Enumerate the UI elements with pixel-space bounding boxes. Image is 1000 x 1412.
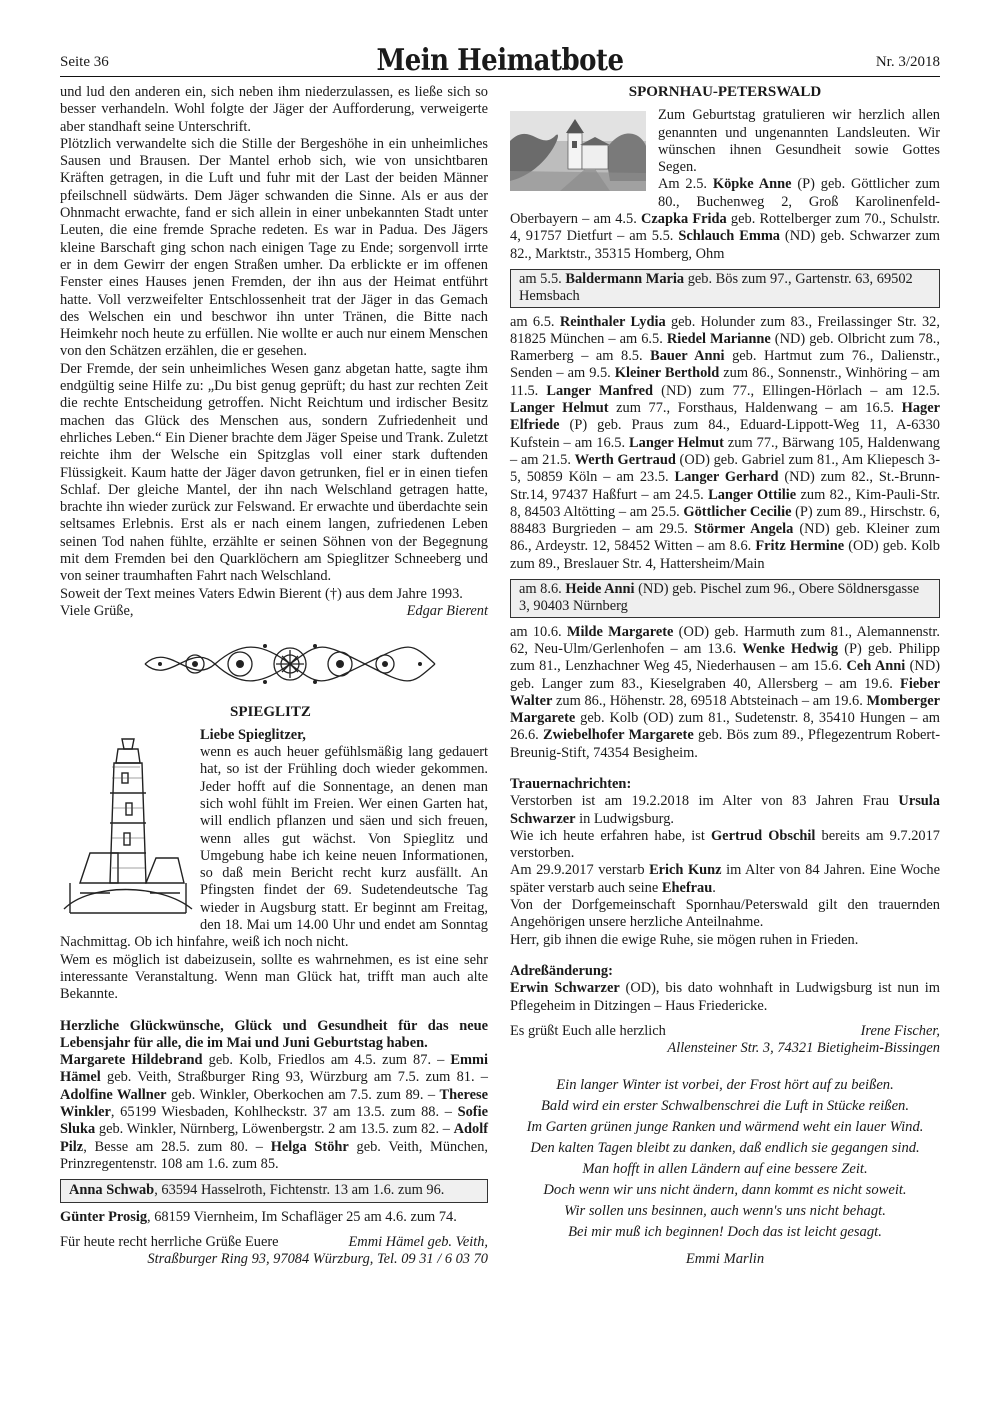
birthday-detail: geb. Bös zum 97., Gartenstr. 63, 69502 Hemsbach — [519, 270, 913, 305]
birthday-detail: , 65199 Wiesbaden, Kohlheckstr. 37 am 13.5. zum 88. – — [110, 1104, 458, 1121]
birthday-list — [510, 624, 940, 762]
person-name: Baldermann Maria — [565, 270, 685, 287]
spieglitz-body: Wem es möglich ist dabeizusein, sollte es wahrnehmen, es ist eine sehr interessante Veranstaltung. Wenn man Glück hat, trifft man auch alte Bekannte. — [60, 951, 488, 1003]
person-name: Erwin Schwarzer — [510, 980, 620, 997]
birthday-detail: (ND) zum 77., Ellingen-Hörlach – am 12.5. — [653, 382, 940, 399]
village-church-photo — [510, 111, 646, 191]
birthday-detail: (ND) zum 82., St.-Brunn-Str.14, 97437 Haßfurt – am 24.5. — [510, 469, 940, 503]
birthday-detail: geb. Holunder zum 83., Freilassinger Str. 32, 81825 München – am 6.5. — [510, 313, 940, 347]
person-name: Wenke Hedwig — [742, 640, 839, 657]
poem-line: Im Garten grünen junge Ranken und wärmend weht ein lauer Wind. — [526, 1119, 924, 1136]
greeting-text: Viele Grüße, — [60, 602, 134, 619]
person-name: Schlauch Emma — [678, 228, 780, 245]
birthday-detail: (P) zum 89., Hirschstr. 6, 88483 Burgrieden – am 29.5. — [510, 503, 941, 538]
person-name: Ursula Schwarzer — [510, 793, 940, 827]
person-name: Sofie Sluka — [60, 1104, 488, 1138]
birthday-detail: am 8.6. — [519, 581, 566, 598]
birthday-detail: (ND) geb. Pischel zum 96., Obere Söldnersgasse 3, 90403 Nürnberg — [519, 581, 920, 615]
right-column — [510, 84, 940, 1270]
birthday-detail: , Besse am 28.5. zum 80. – — [83, 1138, 271, 1155]
mourning-entry — [510, 828, 940, 863]
birthday-detail: geb. Veith, Straßburger Ring 93, Würzburg am 7.5. zum 81. – — [100, 1069, 488, 1086]
birthday-detail: Am 2.5. — [658, 176, 713, 193]
birthday-detail: geb. Winkler, Oberkochen am 7.5. zum 89. – — [166, 1086, 440, 1103]
signer-address: Allensteiner Str. 3, 74321 Bietigheim-Bissingen — [667, 1040, 940, 1057]
birthday-detail: (ND) geb. Olbricht zum 78., Ramerberg – am 8.5. — [510, 330, 940, 365]
mourning-detail: im Alter von 84 Jahren. Eine Woche später verstarb auch seine — [510, 862, 940, 896]
person-name: Heide Anni — [565, 581, 635, 598]
story-paragraph: und lud den anderen ein, sich neben ihm niederzulassen, es ließe sich so besser verhandeln. Wohl folgte der Jäger der Aufforderung, verweigerte aber standhaft seine Unterschrift. — [60, 84, 488, 135]
poem-line: Wir sollen uns besinnen, auch wenn's uns nicht behagt. — [564, 1203, 886, 1220]
mourning-detail: Wie ich heute erfahren habe, ist — [510, 827, 711, 844]
birthday-detail: , 63594 Hasselroth, Fichtenstr. 13 am 1.6. zum 96. — [154, 1182, 445, 1199]
mourning-detail: bereits am 9.7.2017 verstorben. — [510, 827, 941, 862]
birthday-detail: geb. Bös zum 89., Pflegezentrum Robert-Breunig-Stift, 74354 Besigheim. — [510, 727, 940, 761]
section-heading-spornhau: SPORNHAU-PETERSWALD — [628, 84, 822, 100]
poem-line: Doch wenn wir uns nicht ändern, dann kommt es nicht soweit. — [543, 1182, 907, 1199]
person-name: Langer Helmut — [510, 400, 609, 417]
person-name: Adolfine Wallner — [60, 1086, 167, 1103]
lookout-tower-icon — [60, 733, 196, 923]
story-paragraph: Der Fremde, der sein unheimliches Wesen ganz abgetan hatte, sagte ihm endgültig seine Hilfe zu: „Du bist genug geprüft; du hast zur rechten Zeit die rechte Entscheidung getroffen. Nicht Reichtum und irdischer Besitz machen das Glück des Menschen aus, sondern Zufriedenheit und ehrliches Leben.“ Ein Diener brachte dem Jäger Speise und Trank. Zuletzt reichte ihm der Welsche ein Spitzglas voll einer stark duftenden Flüssigkeit. Kaum hatte der Jäger davon getrunken, fiel er in einen tiefen Schlaf. Der gleiche Mantel, der ihn nach Welschland getragen hatte, brachte ihn wieder zurück zur Felswand. Er erwachte und überdachte sein seltsames Erlebnis. Erst als er nach einem langen, zufriedenen Leben seinen Tod nahen fühlte, erzählte er seinen Söhnen von der Begegnung mit dem Fremden bei den Quarklöchern am Spieglitzer Schneeberg und von seiner traumhaften Fahrt nach Welschland. — [60, 360, 488, 585]
congrats-heading: Herzliche Glückwünsche, Glück und Gesundheit für das neue Lebensjahr für alle, die im Mai und Juni Geburtstag haben. — [60, 1017, 488, 1051]
person-name: Langer Manfred — [546, 382, 654, 399]
poem-line: Den kalten Tagen bleibt zu danken, daß endlich sie gegangen sind. — [530, 1140, 920, 1157]
address-detail: (OD), bis dato wohnhaft in Ludwigsburg ist nun im Pflegeheim in Ditzingen – Haus Friedericke. — [510, 980, 940, 1014]
person-name: Langer Helmut — [629, 434, 724, 451]
person-name: Erich Kunz — [649, 862, 722, 879]
mourning-heading: Trauernachrichten: — [510, 775, 632, 792]
person-name: Zwiebelhofer Margarete — [543, 727, 694, 744]
person-name: Riedel Marianne — [666, 330, 771, 347]
birthday-detail: zum 77., Bärwang 105, Haldenwang – am 21.5. — [510, 434, 940, 468]
signer-name: Emmi Hämel geb. Veith, — [348, 1233, 488, 1250]
birthday-detail: , 68159 Viernheim, Im Schafläger 25 am 4.6. zum 74. — [147, 1208, 457, 1225]
poem-line: Bei mir muß ich beginnen! Doch das ist leicht gesagt. — [568, 1224, 882, 1241]
person-name: Göttlicher Cecilie — [683, 503, 792, 520]
address-change-heading: Adreßänderung: — [510, 962, 613, 979]
person-name: Fieber Walter — [510, 675, 940, 709]
birthday-detail: zum 86., Höhenstr. 28, 69518 Abtsteinach – am 19.6. — [552, 692, 867, 709]
spieglitz-signature — [60, 1234, 488, 1251]
birthday-detail: (OD) geb. Gabriel zum 81., Am Kliepesch 3-5, 50859 Köln – am 23.5. — [510, 451, 940, 486]
birthday-detail: (ND) geb. Kleiner zum 86., Ardeystr. 12, 58452 Witten – am 8.6. — [510, 521, 941, 555]
birthday-detail: (ND) geb. Schwarzer zum 82., Marktstr., 35315 Homberg, Ohm — [510, 228, 940, 262]
birthday-entry — [60, 1209, 488, 1226]
person-name: Fritz Hermine — [755, 538, 845, 555]
person-name: Langer Ottilie — [708, 486, 797, 503]
person-name: Ehefrau — [661, 879, 713, 896]
person-name: Ceh Anni — [846, 658, 906, 675]
mourning-entry — [510, 793, 940, 828]
left-column — [60, 84, 488, 1268]
person-name: Czapka Frida — [641, 211, 727, 228]
person-name: Köpke Anne — [712, 176, 792, 193]
birthday-detail: zum 86., Sonnenstr., Winhöring – am 11.5. — [510, 365, 940, 399]
person-name: Adolf Pilz — [60, 1121, 488, 1155]
condolence-text: Von der Dorfgemeinschaft Spornhau/Peterswald gilt den trauernden Angehörigen unsere herzliche Anteilnahme. — [510, 897, 940, 931]
person-name: Hager Elfriede — [510, 400, 941, 434]
mourning-detail: Am 29.9.2017 verstarb — [510, 862, 650, 879]
mourning-detail: Verstorben ist am 19.2.2018 im Alter von 83 Jahren Frau — [510, 793, 899, 810]
person-name: Günter Prosig — [60, 1208, 148, 1225]
birthday-detail: am 6.5. — [510, 313, 560, 330]
poem-author: Emmi Marlin — [685, 1251, 765, 1268]
birthday-list — [510, 314, 940, 573]
birthday-detail: am 10.6. — [510, 623, 567, 640]
person-name: Margarete Hildebrand — [60, 1052, 203, 1069]
section-heading-spieglitz: SPIEGLITZ — [230, 703, 311, 720]
person-name: Bauer Anni — [650, 348, 725, 365]
poem — [510, 1075, 940, 1270]
masthead-title: Mein Heimatbote — [376, 43, 624, 79]
poem-line: Man hofft in allen Ländern auf eine bessere Zeit. — [582, 1161, 868, 1178]
story-paragraph: Plötzlich verwandelte sich die Stille der Bergeshöhe in ein unheimliches Sausen und Brausen. Der Mantel erhob sich, wie von unsichtbaren Kräften getragen, in die Luft und fuhr mit der Last der beiden Männer pfeilschnell südwärts. Dem Jäger schwanden die Sinne. Als er aus der Ohnmacht erwachte, fand er sich allein in einer unbekannten Stadt unter Leuten, die eine fremde Sprache redeten. Es war in Padua. Des Jägers kleine Barschaft ging schon nach einigen Tage zu Ende; sorgenvoll irrte er in dem Gewirr der engen Straßen umher. Da erblickte er im offenen Fenster eines Hauses jenen Fremden, der ihn aus der Heimat entführt hatte. Voll verzweifelter Entschlossenheit trat der Jäger in das Gemach des Welschen ein und beschwor ihn unter Tränen, die Bitte nach Heimkehr noch heute zu erfüllen. Nie wollte er auch nur einem Menschen von den Schätzen erzählen, die er gesehen. — [60, 135, 488, 360]
person-name: Reinthaler Lydia — [559, 313, 666, 330]
birthday-detail: zum 77., Forsthaus, Haldenwang – am 16.5. — [608, 400, 902, 417]
person-name: Kleiner Berthold — [614, 365, 720, 382]
highlighted-birthday — [510, 579, 940, 618]
person-name: Helga Stöhr — [270, 1138, 349, 1155]
story-paragraph: Soweit der Text meines Vaters Edwin Bierent (†) aus dem Jahre 1993. — [60, 585, 463, 602]
person-name: Therese Winkler — [60, 1086, 488, 1121]
author-name: Edgar Bierent — [406, 602, 488, 619]
page-header — [60, 43, 940, 79]
page-number: Seite 36 — [60, 54, 109, 70]
poem-line: Bald wird ein erster Schwalbenschrei die Luft in Stücke reißen. — [540, 1098, 910, 1115]
highlighted-birthday — [60, 1179, 488, 1202]
birthday-detail: (ND) geb. Langer zum 83., Kieselgraben 40, Allersberg – am 19.6. — [510, 658, 940, 692]
birthday-detail: (OD) geb. Harmuth zum 81., Alemannenstr. 62, Neu-Ulm/Gerlenhofen – am 13.6. — [510, 623, 941, 657]
person-name: Emmi Hämel — [60, 1052, 488, 1086]
birthday-detail: geb. Veith, München, Prinzregentenstr. 108 am 1.6. zum 85. — [60, 1138, 488, 1172]
closing-text: Für heute recht herrliche Grüße Euere — [60, 1233, 279, 1250]
spieglitz-salutation: Liebe Spieglitzer, — [200, 726, 306, 743]
birthday-list — [60, 1052, 488, 1173]
mourning-entry — [510, 862, 940, 897]
highlighted-birthday — [510, 269, 940, 308]
birthday-detail: zum 82., Kim-Pauli-Str. 8, 84503 Altötting – am 25.5. — [510, 486, 940, 520]
birthday-detail: (P) geb. Praus zum 84., Eduard-Lippott-Weg 11, A-6330 Kufstein – am 16.5. — [510, 417, 940, 451]
person-name: Gertrud Obschil — [710, 827, 816, 844]
floral-ornament-icon — [140, 636, 440, 692]
person-name: Langer Gerhard — [674, 469, 779, 486]
person-name: Milde Margarete — [566, 623, 674, 640]
spornhau-intro: Zum Geburtstag gratulieren wir herzlich allen genannten und ungenannten Landsleuten. Wir wünschen ihnen Gesundheit sowie Gottes Segen. — [658, 107, 940, 176]
spornhau-signature — [510, 1023, 940, 1040]
mourning-detail: in Ludwigsburg. — [575, 810, 675, 827]
address-change-entry — [510, 980, 940, 1015]
person-name: Störmer Angela — [694, 521, 794, 538]
birthday-detail: geb. Hartmut zum 76., Dalienstr., Senden – am 9.5. — [510, 348, 940, 382]
birthday-detail: geb. Kolb, Friedlos am 4.5. zum 87. – — [202, 1052, 451, 1069]
signer-address: Straßburger Ring 93, 97084 Würzburg, Tel. 09 31 / 6 03 70 — [147, 1251, 488, 1268]
signer-name: Irene Fischer, — [860, 1022, 940, 1039]
story-signature — [60, 603, 488, 620]
person-name: Anna Schwab — [69, 1182, 155, 1199]
person-name: Momberger Margarete — [510, 692, 940, 727]
issue-number: Nr. 3/2018 — [875, 54, 940, 70]
birthday-detail: am 5.5. — [519, 270, 566, 287]
birthday-detail: geb. Rottelberger zum 70., Schulstr. 4, 91757 Dietfurt – am 5.5. — [510, 211, 940, 245]
poem-line: Ein langer Winter ist vorbei, der Frost hört auf zu beißen. — [556, 1077, 894, 1094]
birthday-detail: (OD) geb. Kolb zum 89., Breslauer Str. 4, Hattersheim/Main — [510, 538, 940, 572]
mourning-detail: . — [712, 879, 716, 896]
birthday-detail: (P) geb. Göttlicher zum 80., Buchenweg 2, Groß Karolinenfeld-Oberbayern – am 4.5. — [510, 176, 940, 228]
birthday-detail: (P) geb. Philipp zum 81., Lenzhachner Weg 45, Niederhausen – am 15.6. — [510, 640, 940, 675]
person-name: Werth Gertraud — [574, 451, 676, 468]
birthday-detail: geb. Kolb (OD) zum 81., Sudetenstr. 8, 35410 Hungen – am 26.6. — [510, 710, 940, 744]
closing-text: Es grüßt Euch alle herzlich — [510, 1022, 666, 1039]
prayer-text: Herr, gib ihnen die ewige Ruhe, sie mögen ruhen in Frieden. — [510, 931, 859, 948]
header-rule — [60, 76, 940, 77]
birthday-detail: geb. Winkler, Nürnberg, Löwenbergstr. 2 am 13.5. zum 82. – — [95, 1121, 454, 1138]
spieglitz-body: wenn es auch heuer gefühlsmäßig lang gedauert hat, so ist der Frühling doch wieder gekommen. Jeder hofft auf die Sonnentage, an denen man sich wohl fühlt im Freien. Wer einen Garten hat, will endlich pflanzen und säen und sich freuen, wenn alles gut wächst. Von Spieglitz und Umgebung habe ich keine neuen Informationen, so daß mein Bericht recht kurz ausfällt. An Pfingsten findet der 69. Sudetendeutsche Tag wieder in Augsburg statt. Er beginnt am Freitag, den 18. Mai um 14.00 Uhr und endet am Sonntag Nachmittag. Ob ich hinfahre, weiß ich noch nicht. — [60, 744, 488, 951]
